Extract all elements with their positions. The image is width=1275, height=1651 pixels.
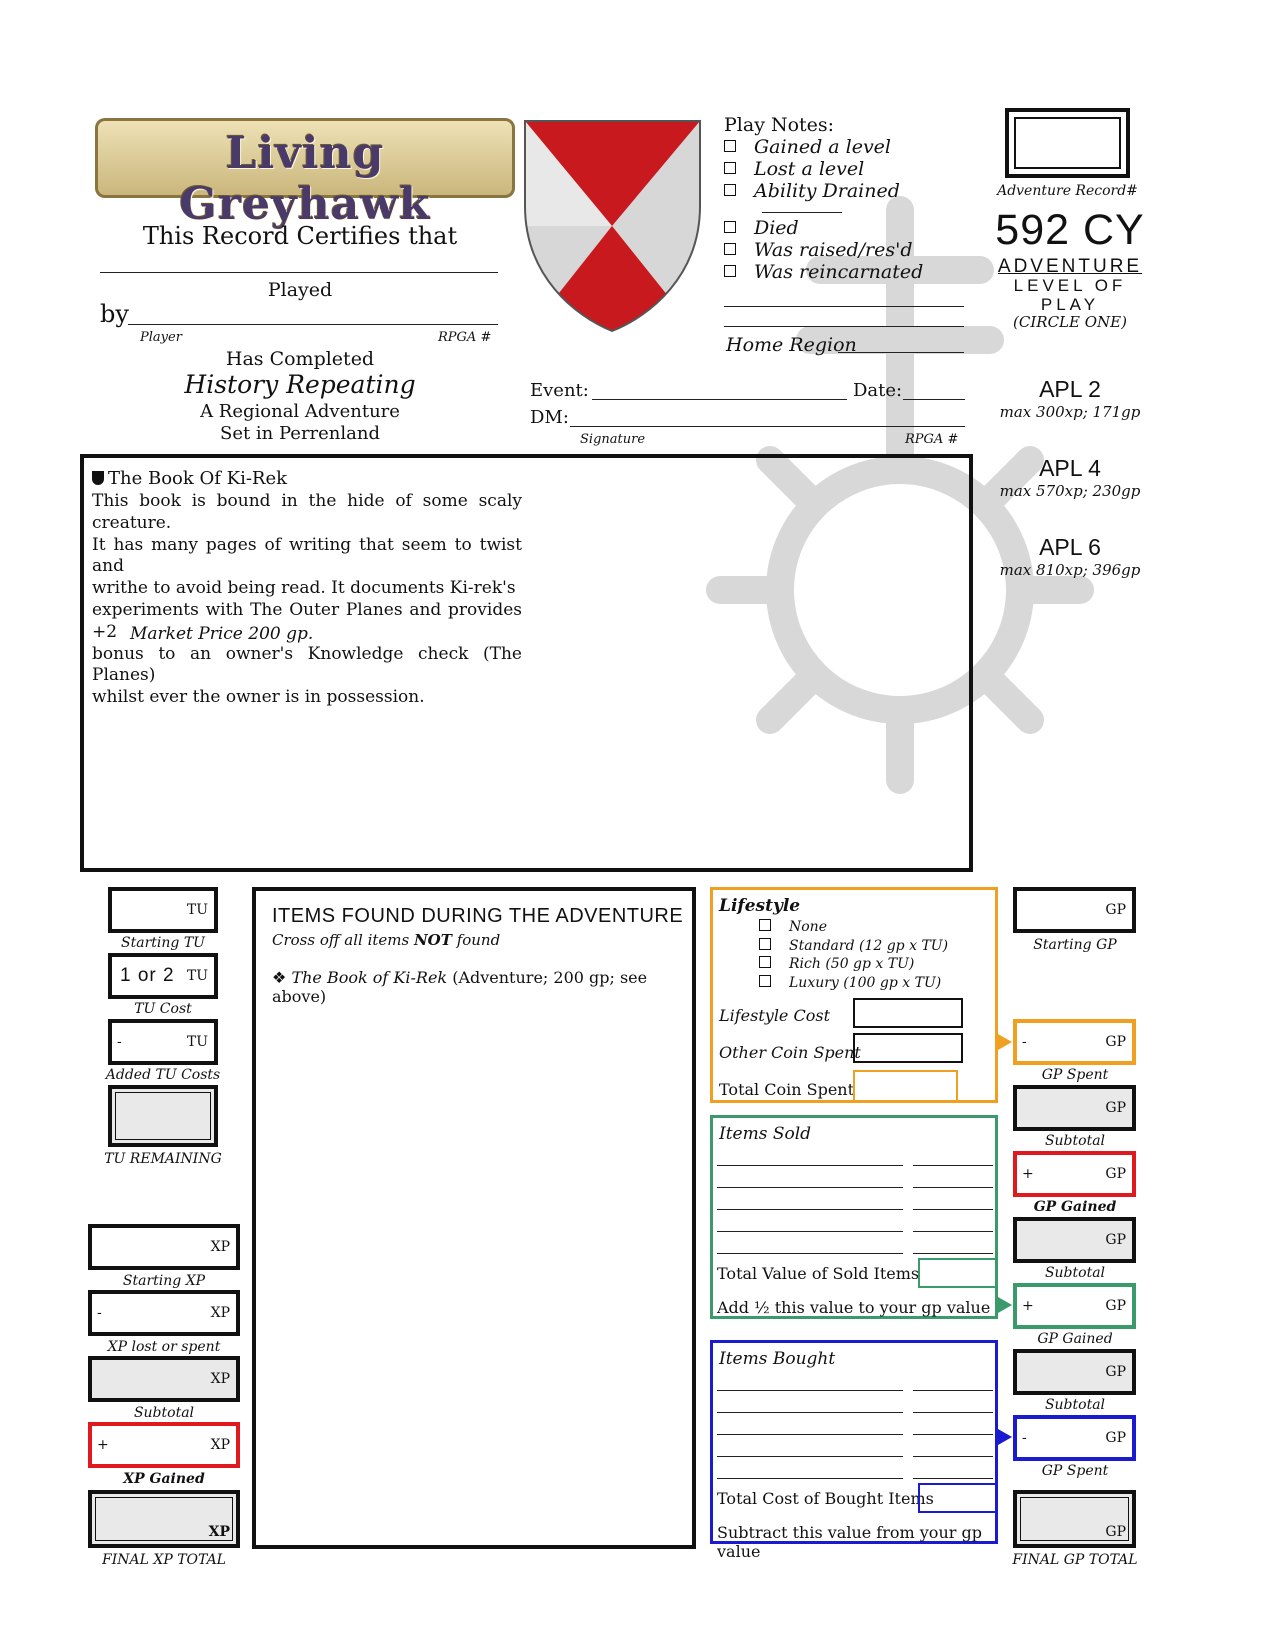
subtract-text: Subtract this value from your gp value	[717, 1523, 982, 1561]
checkbox[interactable]	[759, 975, 771, 987]
starting-gp-box[interactable]: GP	[1013, 887, 1136, 933]
play-heading: PLAY	[1040, 295, 1100, 314]
starting-xp-caption: Starting XP	[122, 1273, 206, 1289]
checkbox[interactable]	[724, 265, 736, 277]
play-note-item[interactable]: Was reincarnated	[724, 261, 984, 283]
xp-lost-box[interactable]: - XP	[88, 1290, 240, 1336]
signature-caption: Signature	[580, 432, 646, 447]
living-greyhawk-logo	[95, 118, 515, 230]
tu-remaining-box[interactable]	[108, 1085, 218, 1147]
lifestyle-option[interactable]: Rich (50 gp x TU)	[759, 955, 948, 974]
lifestyle-option[interactable]: Luxury (100 gp x TU)	[759, 974, 948, 993]
items-found-subtitle: Cross off all items NOT found	[272, 931, 501, 949]
adventure-record-box[interactable]	[1005, 108, 1130, 178]
play-note-item[interactable]: Ability Drained	[724, 180, 984, 202]
sold-item-line[interactable]	[717, 1165, 903, 1166]
items-bought-box	[710, 1340, 998, 1561]
play-note-item[interactable]: Gained a level	[724, 136, 984, 158]
gp-bought-spent-caption: GP Spent	[1041, 1463, 1109, 1479]
certifies-text: This Record Certifies that	[142, 222, 458, 250]
bought-item-line[interactable]	[717, 1434, 903, 1435]
checkbox[interactable]	[724, 140, 736, 152]
other-coin-label: Other Coin Spent	[719, 1043, 861, 1062]
by-text: by	[100, 300, 129, 328]
gp-spent-caption: GP Spent	[1041, 1067, 1109, 1083]
item-market-price: Market Price 200 gp.	[130, 624, 314, 644]
bought-price-line[interactable]	[913, 1390, 993, 1391]
tu-cost-box[interactable]: 1 or 2 TU	[108, 953, 218, 999]
shield-bullet-icon	[92, 471, 104, 485]
starting-xp-box[interactable]: XP	[88, 1224, 240, 1270]
added-tu-box[interactable]: - TU	[108, 1019, 218, 1065]
lifestyle-cost-field[interactable]	[853, 998, 963, 1028]
date-line[interactable]	[903, 399, 965, 400]
added-tu-caption: Added TU Costs	[105, 1067, 221, 1083]
played-text: Played	[267, 279, 333, 301]
checkbox[interactable]	[759, 919, 771, 931]
play-note-item[interactable]: Lost a level	[724, 158, 984, 180]
adventure-setting: Set in Perrenland	[219, 423, 381, 444]
final-gp-box[interactable]: GP	[1013, 1490, 1136, 1548]
level-of-heading: LEVEL OF	[1013, 276, 1127, 295]
checkbox[interactable]	[759, 956, 771, 968]
gp-spent-box[interactable]: - GP	[1013, 1019, 1136, 1065]
home-region-label: Home Region	[726, 334, 857, 356]
apl-option[interactable]: APL 6 max 810xp; 396gp	[999, 534, 1141, 579]
notes-line[interactable]	[724, 306, 964, 307]
checkbox[interactable]	[724, 162, 736, 174]
checkbox[interactable]	[724, 184, 736, 196]
item-description: This book is bound in the hide of some scaly creature. It has many pages of writing that seem to twist and writhe to avoid being read. It documents Ki-rek's experiments with The Outer Planes and provides +2 bonus to an owner's Knowledge check (The Planes) whilst ever the owner is in possession.	[92, 491, 522, 708]
home-region-line[interactable]	[838, 352, 964, 353]
play-note-item[interactable]: Was raised/res'd	[724, 239, 984, 261]
sold-price-line[interactable]	[913, 1253, 993, 1254]
xp-gained-caption: XP Gained	[123, 1471, 205, 1487]
ability-line[interactable]	[762, 202, 842, 213]
bought-item-line[interactable]	[717, 1390, 903, 1391]
adventure-record-caption: Adventure Record#	[997, 183, 1138, 199]
final-xp-box[interactable]: XP	[88, 1490, 240, 1548]
apl-option[interactable]: APL 2 max 300xp; 171gp	[999, 376, 1141, 421]
adventure-type: A Regional Adventure	[200, 401, 400, 422]
sold-item-line[interactable]	[717, 1209, 903, 1210]
lifestyle-box	[710, 887, 998, 1103]
total-coin-label: Total Coin Spent	[719, 1080, 855, 1099]
gp-gained-caption: GP Gained	[1033, 1199, 1117, 1215]
gp-bought-spent-box[interactable]: - GP	[1013, 1415, 1136, 1461]
sold-price-line[interactable]	[913, 1231, 993, 1232]
notes-line[interactable]	[724, 326, 964, 327]
final-gp-caption: FINAL GP TOTAL	[1012, 1552, 1138, 1568]
sold-price-line[interactable]	[913, 1209, 993, 1210]
play-notes	[724, 114, 984, 283]
date-label: Date:	[853, 380, 903, 401]
total-bought-label: Total Cost of Bought Items	[717, 1489, 934, 1508]
gp-subtotal-caption: Subtotal	[1044, 1397, 1106, 1413]
checkbox[interactable]	[759, 938, 771, 950]
starting-gp-caption: Starting GP	[1033, 937, 1117, 953]
xp-gained-box[interactable]: + XP	[88, 1422, 240, 1468]
arrow-right-icon	[998, 1034, 1012, 1050]
starting-tu-box[interactable]: TU	[108, 887, 218, 933]
items-sold-title: Items Sold	[719, 1124, 812, 1144]
bought-item-line[interactable]	[717, 1456, 903, 1457]
tu-cost-caption: TU Cost	[134, 1001, 192, 1017]
dm-label: DM:	[530, 407, 569, 428]
event-line[interactable]	[592, 399, 847, 400]
arrow-right-icon	[998, 1297, 1012, 1313]
gp-subtotal-caption: Subtotal	[1044, 1133, 1106, 1149]
bullet-icon: ❖	[272, 968, 287, 987]
lifestyle-option[interactable]: None	[759, 918, 948, 937]
gp-gained-box[interactable]: + GP	[1013, 1151, 1136, 1197]
shield-icon	[520, 116, 705, 336]
sold-price-line[interactable]	[913, 1187, 993, 1188]
adventure-heading: ADVENTURE	[997, 256, 1143, 277]
sold-item-line[interactable]	[717, 1187, 903, 1188]
year-cy: 592 CY	[995, 206, 1145, 254]
gp-sold-gained-box[interactable]: + GP	[1013, 1283, 1136, 1329]
dm-rpga-caption: RPGA #	[905, 432, 959, 447]
circle-one-caption: (CIRCLE ONE)	[1013, 313, 1127, 331]
bought-item-line[interactable]	[717, 1478, 903, 1479]
gp-subtotal-caption: Subtotal	[1044, 1265, 1106, 1281]
gp-subtotal-box[interactable]: GP	[1013, 1349, 1136, 1395]
xp-lost-caption: XP lost or spent	[107, 1339, 221, 1355]
final-xp-caption: FINAL XP TOTAL	[102, 1552, 226, 1568]
total-bought-field[interactable]	[918, 1483, 998, 1513]
bought-price-line[interactable]	[913, 1434, 993, 1435]
bought-price-line[interactable]	[913, 1412, 993, 1413]
other-coin-field[interactable]	[853, 1033, 963, 1063]
player-rpga-caption: RPGA #	[438, 330, 492, 345]
tu-remaining-caption: TU REMAINING	[104, 1151, 222, 1167]
items-bought-title: Items Bought	[719, 1349, 836, 1369]
total-sold-label: Total Value of Sold Items	[717, 1264, 920, 1283]
lifestyle-cost-label: Lifestyle Cost	[719, 1006, 830, 1025]
items-sold-box	[710, 1115, 998, 1319]
items-found-title: ITEMS FOUND DURING THE ADVENTURE	[272, 905, 684, 927]
found-item[interactable]: ❖ The Book of Ki-Rek (Adventure; 200 gp; see above)	[272, 968, 648, 1006]
play-notes-title: Play Notes:	[724, 114, 835, 136]
sold-item-line[interactable]	[717, 1231, 903, 1232]
total-coin-field[interactable]	[853, 1070, 958, 1100]
gp-sold-gained-caption: GP Gained	[1037, 1331, 1113, 1347]
arrow-right-icon	[998, 1429, 1012, 1445]
xp-subtotal-box[interactable]: XP	[88, 1356, 240, 1402]
player-name-line[interactable]	[128, 324, 498, 325]
total-sold-field[interactable]	[918, 1258, 998, 1288]
gp-subtotal-box[interactable]: GP	[1013, 1217, 1136, 1263]
xp-subtotal-caption: Subtotal	[133, 1405, 195, 1421]
apl-option[interactable]: APL 4 max 570xp; 230gp	[999, 455, 1141, 500]
dm-line[interactable]	[570, 426, 965, 427]
play-note-item[interactable]: Died	[724, 217, 984, 239]
lifestyle-option[interactable]: Standard (12 gp x TU)	[759, 937, 948, 956]
sold-item-line[interactable]	[717, 1253, 903, 1254]
event-label: Event:	[530, 380, 589, 401]
checkbox[interactable]	[724, 243, 736, 255]
has-completed-text: Has Completed	[225, 348, 375, 370]
gp-subtotal-box[interactable]: GP	[1013, 1085, 1136, 1131]
sold-price-line[interactable]	[913, 1165, 993, 1166]
character-name-line[interactable]	[100, 272, 498, 273]
logo-text: Living Greyhawk	[179, 128, 431, 230]
checkbox[interactable]	[724, 221, 736, 233]
lifestyle-title: Lifestyle	[719, 896, 801, 916]
bought-price-line[interactable]	[913, 1456, 993, 1457]
lifestyle-options	[759, 918, 948, 992]
bought-item-line[interactable]	[717, 1412, 903, 1413]
item-title: The Book Of Ki-Rek	[92, 468, 287, 489]
adventure-title: History Repeating	[184, 370, 416, 399]
item-description-box	[80, 454, 973, 872]
items-found-box	[252, 887, 696, 1549]
bought-price-line[interactable]	[913, 1478, 993, 1479]
starting-tu-caption: Starting TU	[121, 935, 205, 951]
add-half-text: Add ½ this value to your gp value	[717, 1298, 991, 1317]
player-caption: Player	[140, 330, 182, 345]
